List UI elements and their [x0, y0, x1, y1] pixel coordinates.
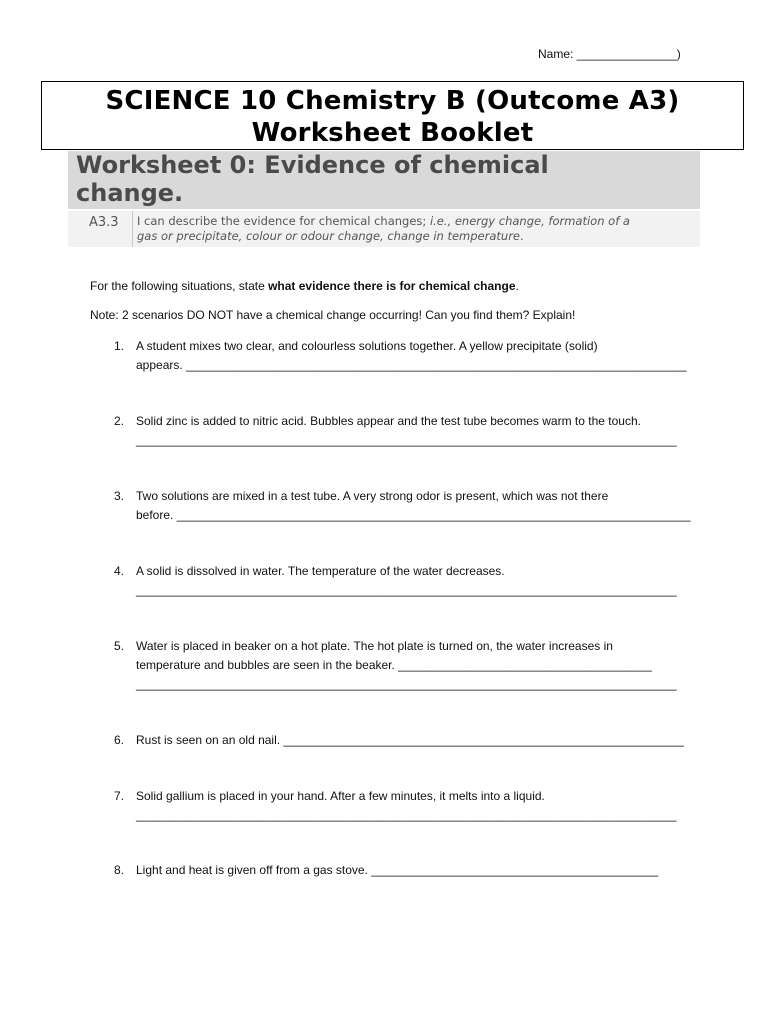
answer-line[interactable]: before. _____________________________________________________________________________: [136, 508, 691, 522]
answer-line[interactable]: _________________________________________________________________________________: [136, 808, 677, 822]
question-body: [136, 337, 696, 375]
title-box: [41, 81, 744, 150]
outcome-row: [68, 211, 700, 247]
question-number: 4.: [113, 564, 124, 578]
instructions-post: .: [515, 279, 519, 293]
question-number: 1.: [113, 339, 124, 353]
question-number: 3.: [113, 489, 124, 503]
worksheet-heading-line-1: Worksheet 0: Evidence of chemical: [76, 151, 549, 179]
question-body: [136, 487, 696, 525]
question-text-with-answer-line[interactable]: Light and heat is given off from a gas stove. ___________________________________________: [136, 863, 659, 877]
answer-line[interactable]: appears. ___________________________________________________________________________: [136, 358, 687, 372]
instructions-line: [90, 279, 519, 293]
question-body: [136, 787, 696, 825]
question-number: 2.: [113, 414, 124, 428]
outcome-text: [132, 211, 700, 247]
question-body: [136, 731, 696, 750]
question-body: [136, 861, 696, 880]
name-field-label[interactable]: Name: _______________): [538, 47, 681, 61]
question-text-with-answer-line[interactable]: Rust is seen on an old nail. ____________________________________________________________: [136, 733, 684, 747]
outcome-text-italic-2: gas or precipitate, colour or odour change, change in temperature: [137, 229, 520, 243]
answer-line[interactable]: _________________________________________________________________________________: [136, 433, 677, 447]
question-number: 8.: [113, 863, 124, 877]
instructions-note: Note: 2 scenarios DO NOT have a chemical change occurring! Can you find them? Explain!: [90, 308, 576, 322]
answer-line[interactable]: _________________________________________________________________________________: [136, 583, 677, 597]
question-text: A student mixes two clear, and colourless solutions together. A yellow precipitate (solid): [136, 339, 598, 353]
instructions-bold: what evidence there is for chemical change: [268, 279, 516, 293]
question-body: [136, 412, 696, 450]
outcome-text-end: .: [520, 229, 524, 243]
outcome-text-italic-1: i.e., energy change, formation of a: [429, 214, 630, 228]
question-body: [136, 637, 696, 694]
question-text: A solid is dissolved in water. The temperature of the water decreases.: [136, 564, 505, 578]
outcome-code: A3.3: [89, 215, 119, 230]
answer-line[interactable]: _________________________________________________________________________________: [136, 677, 677, 691]
question-number: 5.: [113, 639, 124, 653]
question-text: Two solutions are mixed in a test tube. A very strong odor is present, which was not there: [136, 489, 609, 503]
question-number: 6.: [113, 733, 124, 747]
title-line-1: SCIENCE 10 Chemistry B (Outcome A3): [105, 86, 680, 116]
instructions-pre: For the following situations, state: [90, 279, 269, 293]
worksheet-heading: [68, 151, 700, 209]
question-text: Solid zinc is added to nitric acid. Bubbles appear and the test tube becomes warm to the touch.: [136, 414, 641, 428]
question-body: [136, 562, 696, 600]
outcome-text-plain: I can describe the evidence for chemical changes;: [137, 214, 430, 228]
question-text: Solid gallium is placed in your hand. After a few minutes, it melts into a liquid.: [136, 789, 545, 803]
question-number: 7.: [113, 789, 124, 803]
answer-line[interactable]: temperature and bubbles are seen in the beaker. ______________________________________: [136, 658, 652, 672]
title-line-2: Worksheet Booklet: [251, 118, 534, 148]
worksheet-heading-line-2: change.: [76, 179, 184, 207]
question-text: Water is placed in beaker on a hot plate. The hot plate is turned on, the water increases in: [136, 639, 613, 653]
